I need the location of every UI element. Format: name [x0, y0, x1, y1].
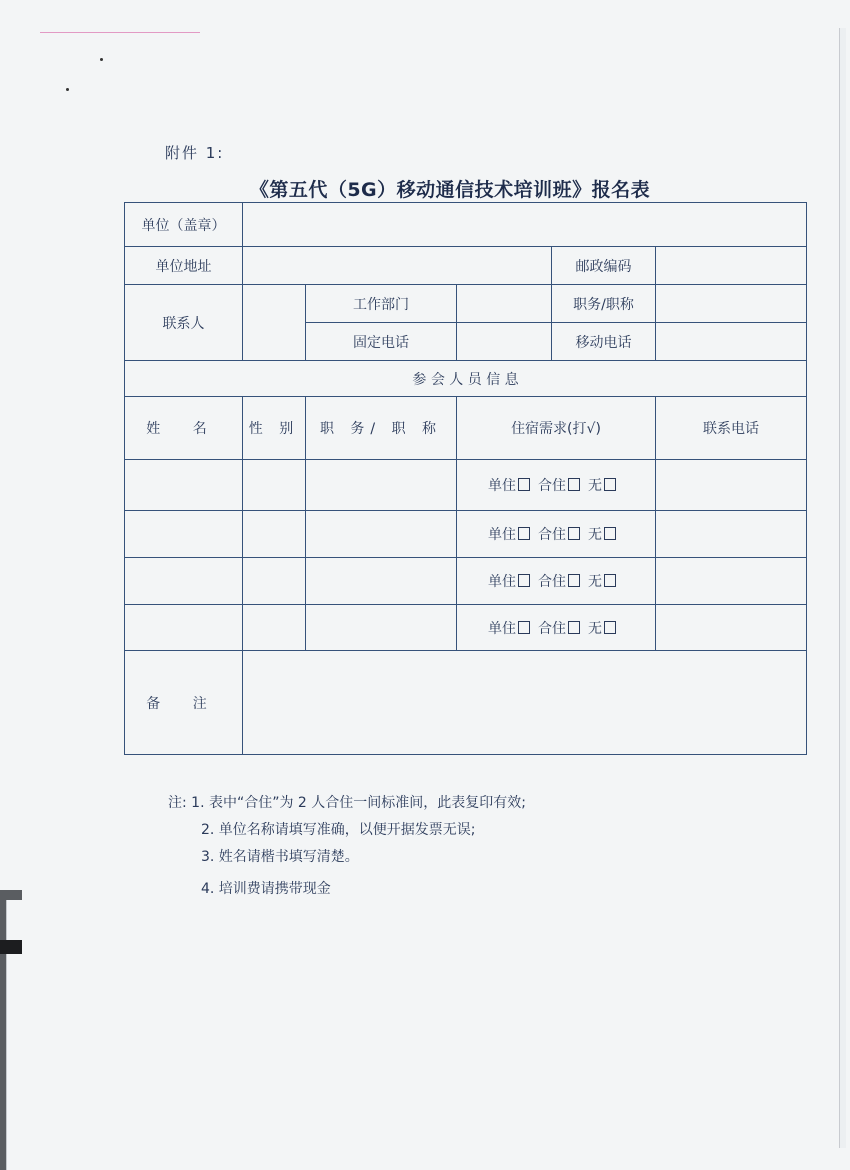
position-field[interactable]	[656, 285, 807, 323]
accommodation-cell	[457, 605, 656, 651]
option-single: 单住	[488, 574, 516, 590]
option-single: 单住	[488, 527, 516, 543]
phone-cell[interactable]	[656, 558, 807, 605]
option-none: 无	[588, 478, 602, 494]
postal-code-label: 邮政编码	[552, 247, 656, 285]
position-cell[interactable]	[306, 460, 457, 511]
column-position: 职 务/ 职 称	[306, 397, 457, 460]
position-cell[interactable]	[306, 511, 457, 558]
column-accommodation: 住宿需求(打√)	[457, 397, 656, 460]
option-single: 单住	[488, 478, 516, 494]
checkbox-none[interactable]	[604, 621, 616, 634]
department-label: 工作部门	[306, 285, 457, 323]
unit-address-label: 单位地址	[125, 247, 243, 285]
name-cell[interactable]	[125, 460, 243, 511]
option-shared: 合住	[538, 478, 566, 494]
notes-prefix: 注:	[168, 795, 187, 811]
option-none: 无	[588, 574, 602, 590]
option-shared: 合住	[538, 527, 566, 543]
note-item: 4. 培训费请携带现金	[201, 881, 331, 897]
position-label: 职务/职称	[552, 285, 656, 323]
phone-cell[interactable]	[656, 460, 807, 511]
remarks-label: 备 注	[125, 651, 243, 755]
department-field[interactable]	[457, 285, 552, 323]
unit-address-field[interactable]	[243, 247, 552, 285]
phone-cell[interactable]	[656, 605, 807, 651]
option-shared: 合住	[538, 620, 566, 637]
checkbox-single[interactable]	[518, 527, 530, 540]
page-edge-right	[839, 28, 846, 1148]
name-cell[interactable]	[125, 511, 243, 558]
name-cell[interactable]	[125, 605, 243, 651]
note-item: 2. 单位名称请填写准确，以便开据发票无误;	[201, 822, 476, 838]
attendee-row	[125, 558, 807, 605]
landline-field[interactable]	[457, 323, 552, 361]
name-cell[interactable]	[125, 558, 243, 605]
scan-speck	[100, 58, 103, 61]
checkbox-shared[interactable]	[568, 574, 580, 587]
checkbox-single[interactable]	[518, 478, 530, 491]
unit-field[interactable]	[243, 203, 807, 247]
checkbox-shared[interactable]	[568, 621, 580, 634]
option-single: 单住	[488, 620, 516, 637]
column-name: 姓 名	[125, 397, 243, 460]
checkbox-none[interactable]	[604, 478, 616, 491]
notes-block	[168, 790, 526, 903]
checkbox-none[interactable]	[604, 527, 616, 540]
form-title: 《第五代（5G）移动通信技术培训班》报名表	[249, 179, 651, 201]
accommodation-cell	[457, 511, 656, 558]
checkbox-shared[interactable]	[568, 527, 580, 540]
contact-person-label: 联系人	[125, 285, 243, 361]
scan-speck	[66, 88, 69, 91]
note-item: 3. 姓名请楷书填写清楚。	[201, 849, 359, 865]
checkbox-none[interactable]	[604, 574, 616, 587]
position-cell[interactable]	[306, 605, 457, 651]
note-item: 1. 表中“合住”为 2 人合住一间标准间，此表复印有效;	[191, 795, 527, 811]
gender-cell[interactable]	[243, 460, 306, 511]
position-cell[interactable]	[306, 558, 457, 605]
checkbox-shared[interactable]	[568, 478, 580, 491]
scan-artifact-line	[40, 32, 200, 33]
column-gender: 性 别	[243, 397, 306, 460]
page-edge-left-notch	[0, 940, 22, 954]
remarks-field[interactable]	[243, 651, 807, 755]
mobile-field[interactable]	[656, 323, 807, 361]
checkbox-single[interactable]	[518, 621, 530, 634]
postal-code-field[interactable]	[656, 247, 807, 285]
attendee-row	[125, 460, 807, 511]
mobile-label: 移动电话	[552, 323, 656, 361]
phone-cell[interactable]	[656, 511, 807, 558]
gender-cell[interactable]	[243, 558, 306, 605]
attachment-label: 附件 1:	[165, 144, 225, 162]
landline-label: 固定电话	[306, 323, 457, 361]
attendee-row	[125, 605, 807, 651]
option-none: 无	[588, 620, 602, 637]
unit-label: 单位（盖章）	[125, 203, 243, 247]
option-shared: 合住	[538, 574, 566, 590]
contact-person-field[interactable]	[243, 285, 306, 361]
option-none: 无	[588, 527, 602, 543]
registration-form	[124, 202, 807, 755]
checkbox-single[interactable]	[518, 574, 530, 587]
column-phone: 联系电话	[656, 397, 807, 460]
gender-cell[interactable]	[243, 511, 306, 558]
accommodation-cell	[457, 558, 656, 605]
attendee-section-header: 参 会 人 员 信 息	[125, 361, 807, 397]
gender-cell[interactable]	[243, 605, 306, 651]
accommodation-cell	[457, 460, 656, 511]
attendee-row	[125, 511, 807, 558]
